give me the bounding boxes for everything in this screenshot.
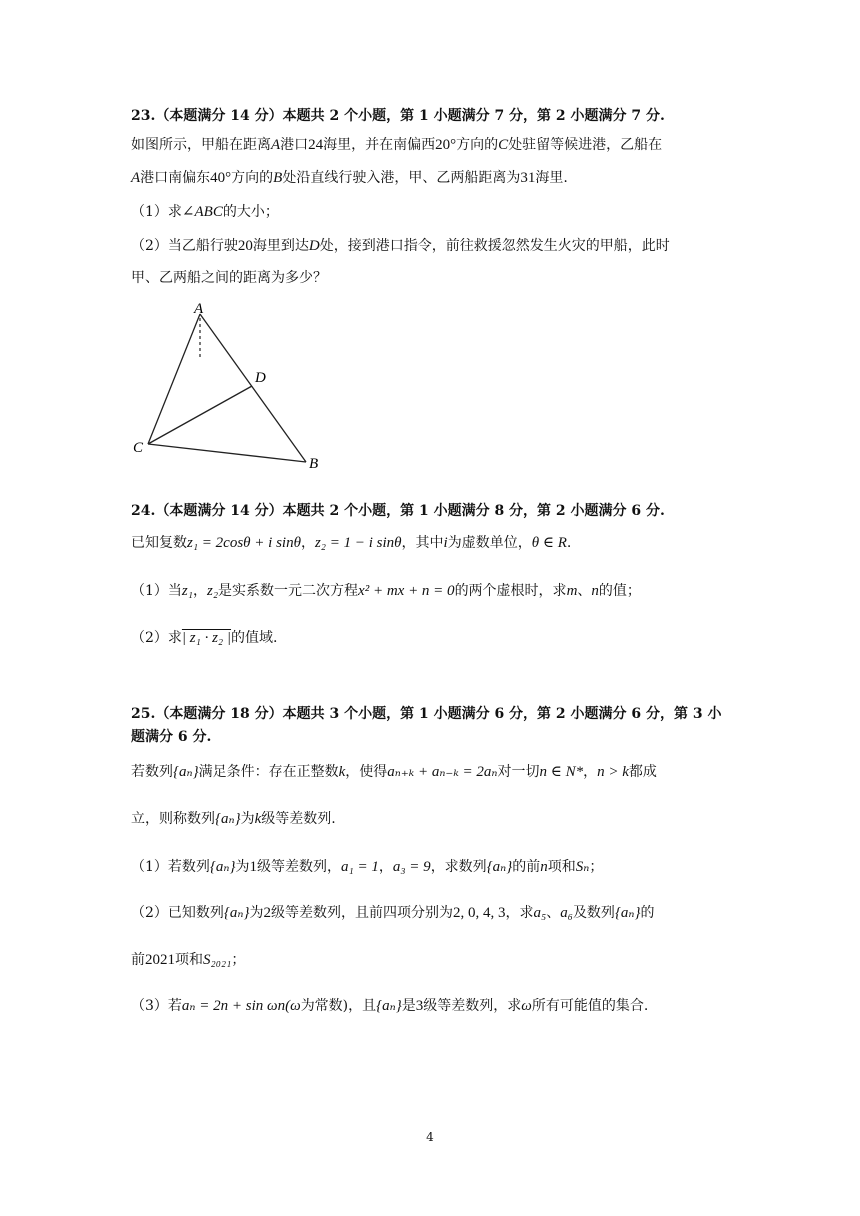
q25-part1: （1）若数列{aₙ}为1级等差数列，a₁ = 1，a₃ = 9，求数列{aₙ}的前n项和Sₙ； xyxy=(131,859,604,875)
q23-part2-line1: （2）当乙船行驶20海里到达D处，接到港口指令，前往救援忽然发生火灾的甲船，此时 xyxy=(131,238,670,254)
label-C: C xyxy=(133,440,144,456)
q25-definition-line2: 立，则称数列{aₙ}为k级等差数列. xyxy=(131,811,336,827)
label-D: D xyxy=(255,370,266,386)
q23-part2-line2: 甲、乙两船之间的距离为多少？ xyxy=(131,270,327,286)
line-AC xyxy=(148,314,200,444)
q25-header-line2: 题满分 6 分. xyxy=(131,729,212,745)
page-number: 4 xyxy=(426,1130,434,1144)
q25-part2-line1: （2）已知数列{aₙ}为2级等差数列，且前四项分别为2, 0, 4, 3，求a₅、a₆及数列{aₙ}的 xyxy=(131,905,655,921)
q25-part3: （3）若aₙ = 2n + sin ωn(ω为常数)，且{aₙ}是3级等差数列，求ω所有可能值的集合. xyxy=(131,998,649,1014)
q23-stem-line2: A港口南偏东40°方向的B处沿直线行驶入港，甲、乙两船距离为31海里. xyxy=(131,170,568,186)
q24-header: 24.（本题满分 14 分）本题共 2 个小题，第 1 小题满分 8 分，第 2 小题满分 6 分. xyxy=(131,503,665,519)
q24-part2: （2）求| z₁ · z₂ |的值域. xyxy=(131,630,278,646)
label-B: B xyxy=(309,456,319,472)
triangle-figure xyxy=(128,300,348,480)
q23-stem-line1: 如图所示，甲船在距离A港口24海里，并在南偏西20°方向的C处驻留等候进港，乙船在 xyxy=(131,137,663,153)
q23-part1: （1）求∠ABC的大小； xyxy=(131,204,279,220)
q23-header: 23.（本题满分 14 分）本题共 2 个小题，第 1 小题满分 7 分，第 2 小题满分 7 分. xyxy=(131,108,665,124)
q24-stem: 已知复数z₁ = 2cosθ + i sinθ，z₂ = 1 − i sinθ，其中i为虚数单位，θ ∈ R. xyxy=(131,535,572,551)
line-AB xyxy=(200,314,306,462)
q25-part2-line2: 前2021项和S₂₀₂₁； xyxy=(131,952,246,968)
line-CB xyxy=(148,444,306,462)
q25-definition-line1: 若数列{aₙ}满足条件：存在正整数k，使得aₙ₊ₖ + aₙ₋ₖ = 2aₙ对一切n ∈ N*，n > k都成 xyxy=(131,764,657,780)
label-A: A xyxy=(194,301,204,317)
q24-part1: （1）当z₁，z₂是实系数一元二次方程x² + mx + n = 0的两个虚根时，求m、n的值； xyxy=(131,583,641,599)
line-CD xyxy=(148,386,252,444)
q25-header-line1: 25.（本题满分 18 分）本题共 3 个小题，第 1 小题满分 6 分，第 2 小题满分 6 分，第 3 小 xyxy=(131,706,722,722)
